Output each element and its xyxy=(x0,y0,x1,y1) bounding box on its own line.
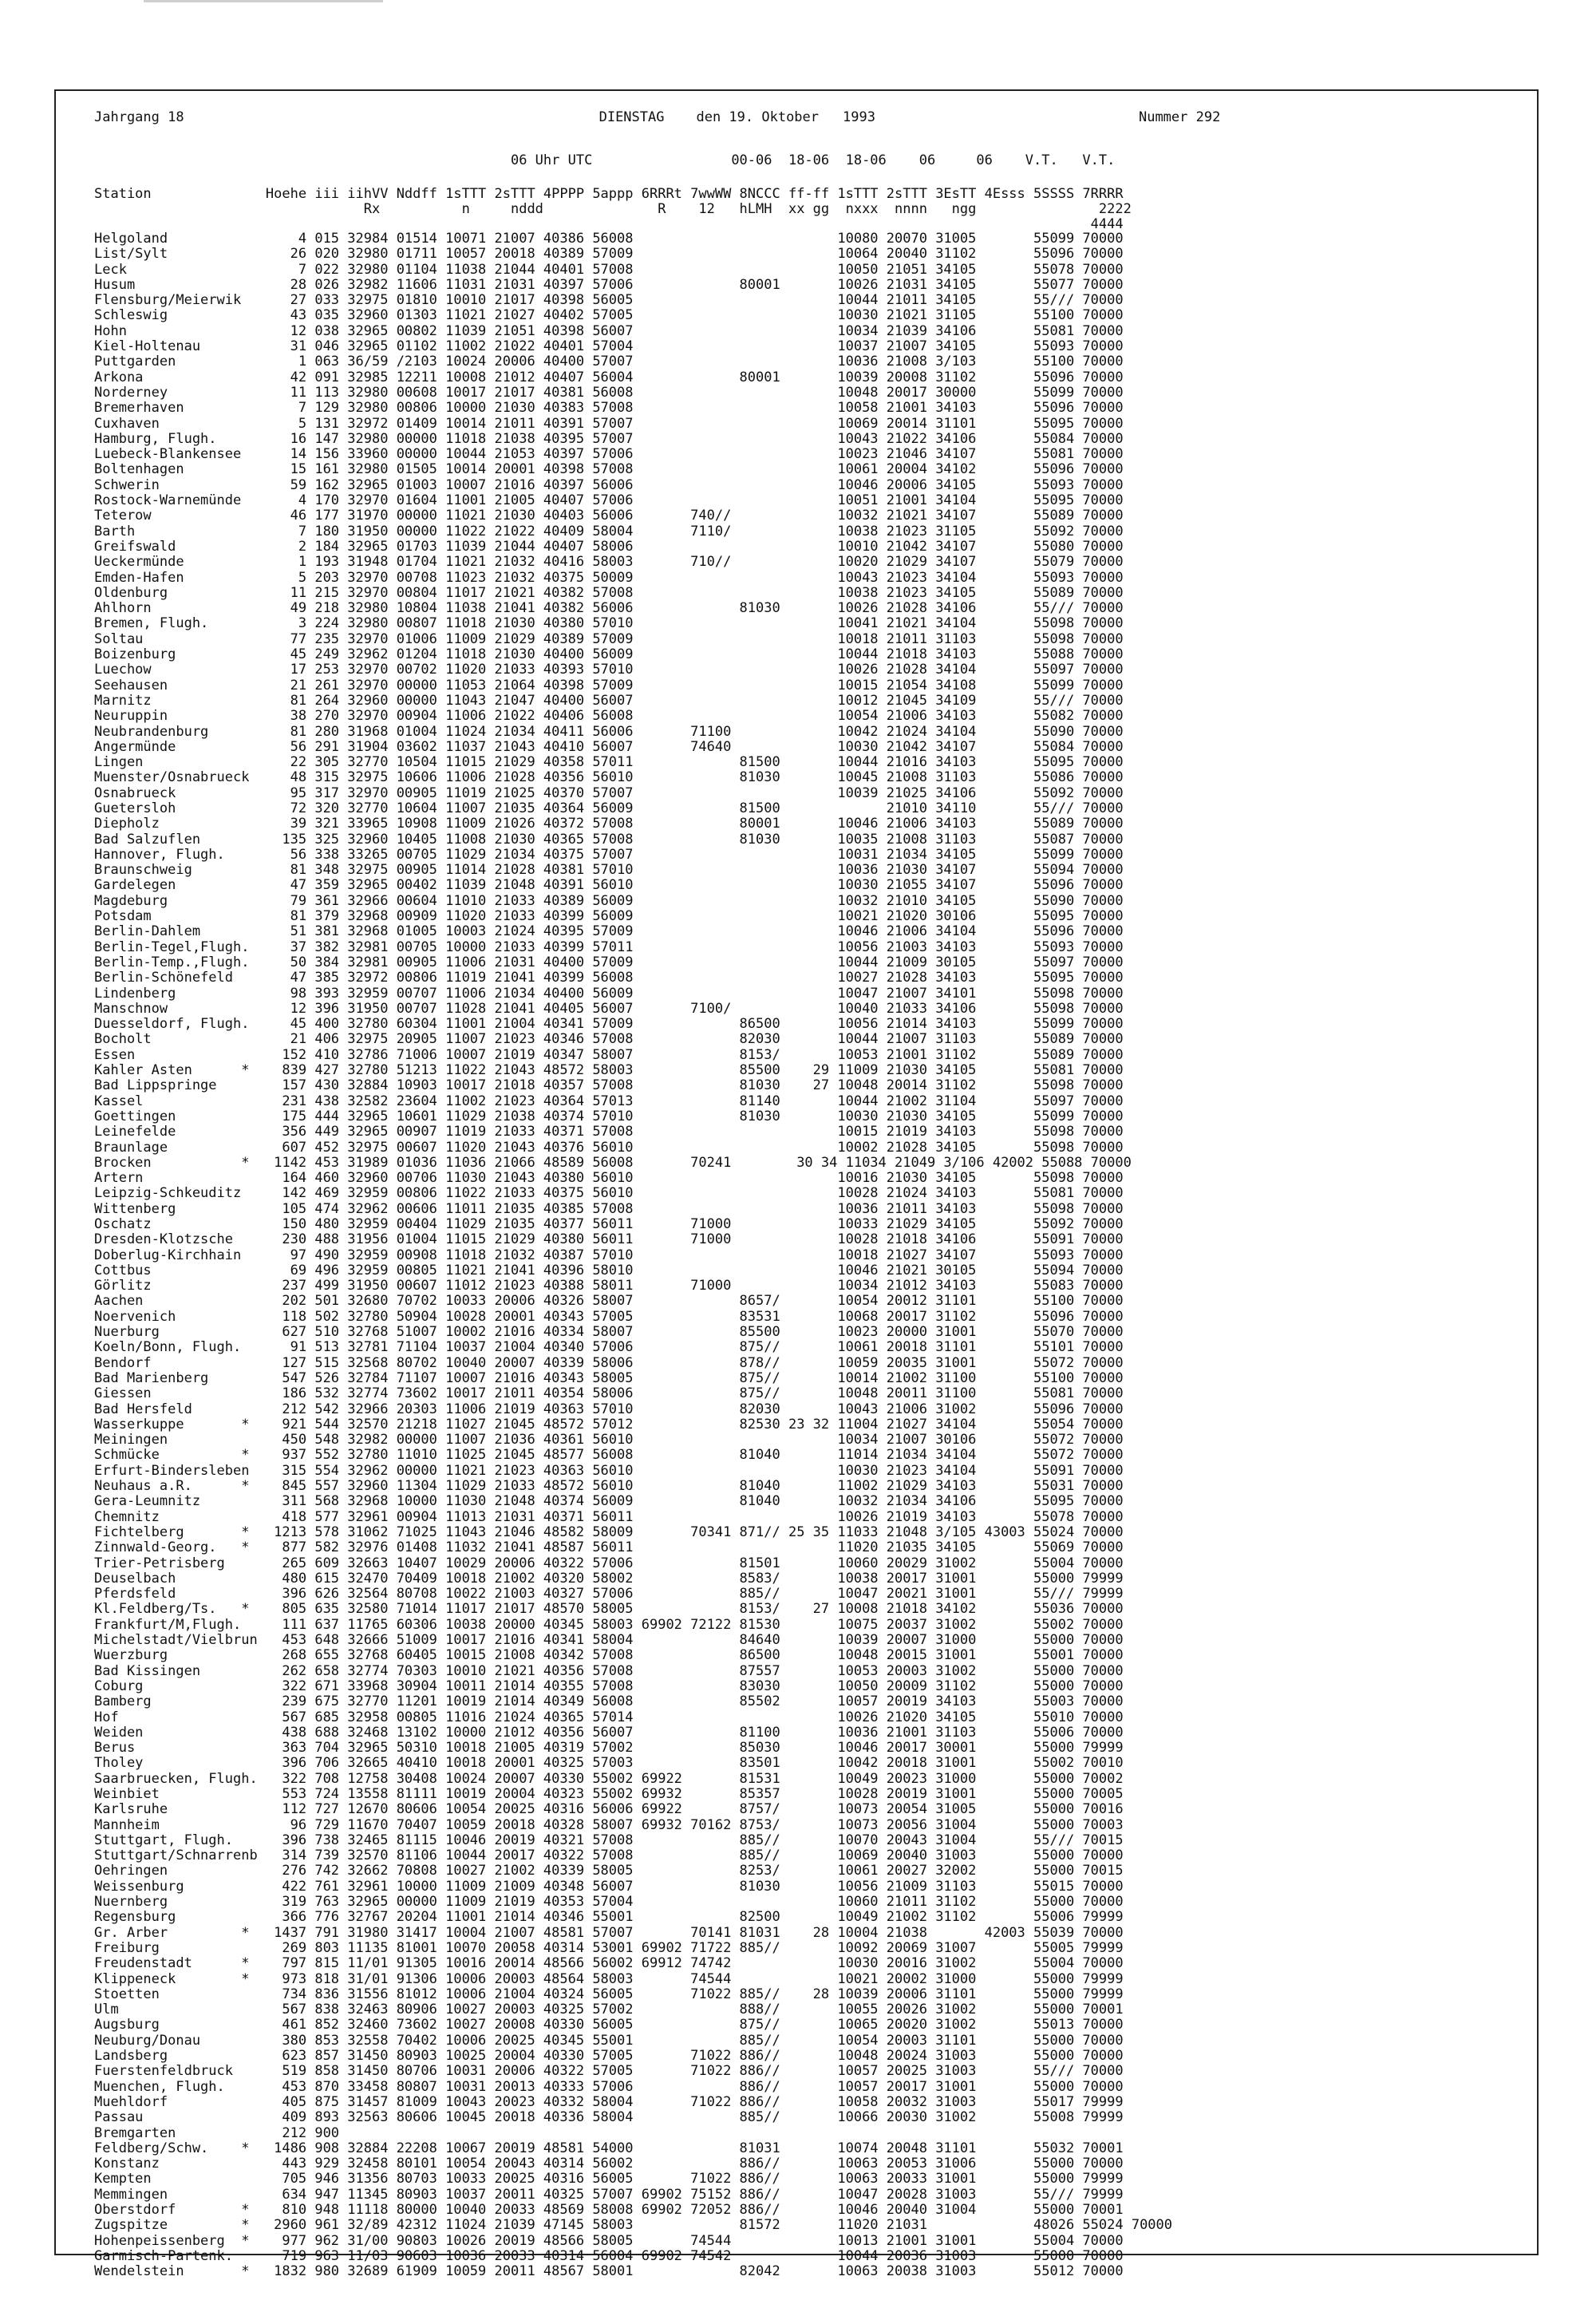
table-row: Norderney 11 113 32980 00608 10017 21017 40381 56008 10048 20017 30000 55099 70000 xyxy=(94,384,1124,401)
table-row: Bendorf 127 515 32568 80702 10040 20007 40339 58006 878// 10059 20035 31001 55072 70000 xyxy=(94,1354,1124,1371)
table-row: Tholey 396 706 32665 40410 10018 20001 40325 57003 83501 10042 20018 31001 55002 70010 xyxy=(94,1755,1124,1772)
column-header: Station Hoehe iii iihVV Nddff 1sTTT 2sTTT 4PPPP 5appp 6RRRt 7wwWW 8NCCC ff-ff 1sTTT 2sTTT 3EsTT 4Esss 5SSSS 7RRRR xyxy=(94,186,1124,202)
table-row: Meiningen 450 548 32982 00000 11007 21036 40361 56010 10034 21007 30106 55072 70000 xyxy=(94,1432,1124,1448)
table-row: Goettingen 175 444 32965 10601 11029 21038 40374 57010 81030 10030 21030 34105 55099 70000 xyxy=(94,1108,1124,1124)
table-row: Freiburg 269 803 11135 81001 10070 20058 40314 53001 69902 71722 885// 10092 20069 31007 55005 79999 xyxy=(94,1939,1124,1956)
table-row: Leipzig-Schkeuditz 142 469 32959 00806 11022 21033 40375 56010 10028 21024 34103 55081 70000 xyxy=(94,1185,1124,1202)
table-row: Dresden-Klotzsche 230 488 31956 01004 11015 21029 40380 56011 71000 10028 21018 34106 55091 70000 xyxy=(94,1231,1124,1248)
table-row: Muehldorf 405 875 31457 81009 10043 20023 40332 58004 71022 886// 10058 20032 31003 55017 79999 xyxy=(94,2093,1124,2110)
station-table xyxy=(94,231,1172,2279)
table-row: Greifswald 2 184 32965 01703 11039 21044 40407 58006 10010 21042 34107 55080 70000 xyxy=(94,538,1124,555)
table-row: Görlitz 237 499 31950 00607 11012 21023 40388 58011 71000 10034 21012 34103 55083 70000 xyxy=(94,1278,1124,1294)
table-row: Wendelstein * 1832 980 32689 61909 10059 20011 48567 58001 82042 10063 20038 31003 55012 70000 xyxy=(94,2263,1124,2280)
table-row: Kl.Feldberg/Ts. * 805 635 32580 71014 11017 21017 48570 58005 8153/ 27 10008 21018 34102 55036 70000 xyxy=(94,1601,1124,1618)
table-row: Erfurt-Bindersleben 315 554 32962 00000 11021 21023 40363 56010 10030 21023 34104 55091 70000 xyxy=(94,1462,1124,1479)
table-row: Aachen 202 501 32680 70702 10033 20006 40326 58007 8657/ 10054 20012 31101 55100 70000 xyxy=(94,1293,1124,1310)
table-row: Augsburg 461 852 32460 73602 10027 20008 40330 56005 875// 10065 20020 31002 55013 70000 xyxy=(94,2017,1124,2033)
table-row: Magdeburg 79 361 32966 00604 11010 21033 40389 56009 10032 21010 34105 55090 70000 xyxy=(94,892,1124,909)
table-row: Neubrandenburg 81 280 31968 01004 11024 21034 40411 56006 71100 10042 21024 34104 55090 70000 xyxy=(94,723,1124,740)
table-row: Feldberg/Schw. * 1486 908 32884 22208 10067 20019 48581 54000 81031 10074 20048 31101 55032 70001 xyxy=(94,2140,1124,2156)
table-row: Hohn 12 038 32965 00802 11039 21051 40398 56007 10034 21039 34106 55081 70000 xyxy=(94,322,1124,339)
table-row: Saarbruecken, Flugh. 322 708 12758 30408 10024 20007 40330 55002 69922 81531 10049 20023 31000 55000 70002 xyxy=(94,1770,1124,1787)
table-row: Luechow 17 253 32970 00702 11020 21033 40393 57010 10026 21028 34104 55097 70000 xyxy=(94,662,1124,678)
table-row: Weiden 438 688 32468 13102 10000 21012 40356 56007 81100 10036 21001 31103 55006 70000 xyxy=(94,1724,1124,1741)
table-row: Neuruppin 38 270 32970 00904 11006 21022 40406 56008 10054 21006 34103 55082 70000 xyxy=(94,708,1124,725)
table-row: Frankfurt/M,Flugh. 111 637 11765 60306 10038 20000 40345 58003 69902 72122 81530 10075 20037 31002 55002 70000 xyxy=(94,1616,1124,1633)
table-row: Muenchen, Flugh. 453 870 33458 80807 10031 20013 40333 57006 886// 10057 20017 31001 55000 70000 xyxy=(94,2078,1124,2095)
table-row: Doberlug-Kirchhain 97 490 32959 00908 11018 21032 40387 57010 10018 21027 34107 55093 70000 xyxy=(94,1247,1124,1263)
table-row: Pferdsfeld 396 626 32564 80708 10022 21003 40327 57006 885// 10047 20021 31001 55/// 79999 xyxy=(94,1586,1124,1603)
table-row: Gr. Arber * 1437 791 31980 31417 10004 21007 48581 57007 70141 81031 28 10004 21038 42003 55039 70000 xyxy=(94,1924,1124,1941)
table-row: Emden-Hafen 5 203 32970 00708 11023 21032 40375 50009 10043 21023 34104 55093 70000 xyxy=(94,569,1124,586)
table-row: Bad Hersfeld 212 542 32966 20303 11006 21019 40363 57010 82030 10043 21006 31002 55096 70000 xyxy=(94,1401,1124,1417)
table-row: Leinefelde 356 449 32965 00907 11019 21033 40371 57008 10015 21019 34103 55098 70000 xyxy=(94,1124,1124,1140)
table-row: Brocken * 1142 453 31989 01036 11036 21066 48589 56008 70241 30 34 11034 21049 3/106 42002 55088 70000 xyxy=(94,1154,1132,1171)
table-row: Marnitz 81 264 32960 00000 11043 21047 40400 56007 10012 21045 34109 55/// 70000 xyxy=(94,692,1124,709)
table-row: Deuselbach 480 615 32470 70409 10018 21002 40320 58002 8583/ 10038 20017 31001 55000 79999 xyxy=(94,1570,1124,1587)
weekday: DIENSTAG xyxy=(598,109,665,125)
table-row: Hamburg, Flugh. 16 147 32980 00000 11018 21038 40395 57007 10043 21022 34106 55084 70000 xyxy=(94,430,1124,447)
table-row: Ulm 567 838 32463 80906 10027 20003 40325 57002 888// 10055 20026 31002 55000 70001 xyxy=(94,2002,1124,2018)
table-row: Stuttgart/Schnarrenb 314 739 32570 81106 10044 20017 40322 57008 885// 10069 20040 31003 55000 70000 xyxy=(94,1848,1124,1864)
table-row: Koeln/Bonn, Flugh. 91 513 32781 71104 10037 21004 40340 57006 875// 10061 20018 31101 55101 70000 xyxy=(94,1339,1124,1356)
table-row: Regensburg 366 776 32767 20204 11001 21014 40346 55001 82500 10049 21002 31102 55006 79999 xyxy=(94,1909,1124,1926)
table-row: Arkona 42 091 32985 12211 10008 21012 40407 56004 80001 10039 20008 31102 55096 70000 xyxy=(94,369,1124,385)
table-row: Konstanz 443 929 32458 80101 10054 20043 40314 56002 886// 10063 20053 31006 55000 70000 xyxy=(94,2156,1124,2172)
table-row: Braunschweig 81 348 32975 00905 11014 21028 40381 57010 10036 21030 34107 55094 70000 xyxy=(94,862,1124,879)
table-row: Zugspitze * 2960 961 32/89 42312 11024 21039 47145 58003 81572 11020 21031 48026 55024 70000 xyxy=(94,2217,1173,2234)
table-row: Wittenberg 105 474 32962 00606 11011 21035 40385 57008 10036 21011 34103 55098 70000 xyxy=(94,1200,1124,1217)
table-row: Potsdam 81 379 32968 00909 11020 21033 40399 56009 10021 21020 30106 55095 70000 xyxy=(94,908,1124,925)
table-row: Schmücke * 937 552 32780 11010 11025 21045 48577 56008 81040 11014 21034 34104 55072 70000 xyxy=(94,1447,1124,1464)
table-row: Hannover, Flugh. 56 338 33265 00705 11029 21034 40375 57007 10031 21034 34105 55099 70000 xyxy=(94,846,1124,863)
table-row: Bad Kissingen 262 658 32774 70303 10010 21021 40356 57008 87557 10053 20003 31002 55000 70000 xyxy=(94,1662,1124,1679)
table-row: Wuerzburg 268 655 32768 60405 10015 21008 40342 57008 86500 10048 20015 31001 55001 70000 xyxy=(94,1647,1124,1664)
table-row: Coburg 322 671 33968 30904 10011 21014 40355 57008 83030 10050 20009 31102 55000 70000 xyxy=(94,1678,1124,1694)
table-row: Gera-Leumnitz 311 568 32968 10000 11030 21048 40374 56009 81040 10032 21034 34106 55095 70000 xyxy=(94,1493,1124,1510)
table-row: Flensburg/Meierwik 27 033 32975 01810 10010 21017 40398 56005 10044 21011 34105 55/// 70000 xyxy=(94,292,1124,309)
table-row: Seehausen 21 261 32970 00000 11053 21064 40398 57009 10015 21054 34108 55099 70000 xyxy=(94,677,1124,694)
table-row: Oldenburg 11 215 32970 00804 11017 21021 40382 57008 10038 21023 34105 55089 70000 xyxy=(94,584,1124,601)
table-row: Weissenburg 422 761 32961 10000 11009 21009 40348 56007 81030 10056 21009 31103 55015 70000 xyxy=(94,1878,1124,1895)
table-row: Berlin-Temp.,Flugh. 50 384 32981 00905 11006 21031 40400 57009 10044 21009 30105 55097 70000 xyxy=(94,954,1124,970)
table-row: Husum 28 026 32982 11606 11031 21031 40397 57006 80001 10026 21031 34105 55077 70000 xyxy=(94,276,1124,293)
table-row: Berlin-Tegel,Flugh. 37 382 32981 00705 10000 21033 40399 57011 10056 21003 34103 55093 70000 xyxy=(94,939,1124,955)
table-row: Helgoland 4 015 32984 01514 10071 21007 40386 56008 10080 20070 31005 55099 70000 xyxy=(94,231,1124,247)
table-row: Artern 164 460 32960 00706 11030 21043 40380 56010 10016 21030 34105 55098 70000 xyxy=(94,1170,1124,1187)
table-row: Diepholz 39 321 33965 10908 11009 21026 40372 57008 80001 10046 21006 34103 55089 70000 xyxy=(94,816,1124,832)
table-row: Schwerin 59 162 32965 01003 10007 21016 40397 56006 10046 20006 34105 55093 70000 xyxy=(94,476,1124,493)
table-row: Rostock-Warnemünde 4 170 32970 01604 11001 21005 40407 57006 10051 21001 34104 55095 70000 xyxy=(94,492,1124,509)
table-row: Oschatz 150 480 32959 00404 11029 21035 40377 56011 71000 10033 21029 34105 55092 70000 xyxy=(94,1216,1124,1232)
weather-report-sheet xyxy=(54,89,1539,2280)
table-row: Bamberg 239 675 32770 11201 10019 21014 40349 56008 85502 10057 20019 34103 55003 70000 xyxy=(94,1693,1124,1710)
table-row: Luebeck-Blankensee 14 156 33960 00000 10044 21053 40397 57006 10023 21046 34107 55081 70000 xyxy=(94,446,1124,463)
year: 1993 xyxy=(843,109,875,125)
table-row: Garmisch-Partenk. 719 963 11/03 90603 10036 20033 40314 56004 69902 74542 10044 20036 31003 55000 70000 xyxy=(94,2247,1124,2264)
table-row: Boizenburg 45 249 32962 01204 11018 21030 40400 56009 10044 21018 34103 55088 70000 xyxy=(94,646,1124,663)
table-row: Giessen 186 532 32774 73602 10017 21011 40354 58006 875// 10048 20011 31100 55081 70000 xyxy=(94,1385,1124,1402)
column-subheader: Rx n nddd R 12 hLMH xx gg nxxx nnnn ngg 2222 xyxy=(94,201,1132,217)
table-row: Stuttgart, Flugh. 396 738 32465 81115 10046 20019 40321 57008 885// 10070 20043 31004 55/// 70015 xyxy=(94,1832,1124,1848)
table-row: Barth 7 180 31950 00000 11022 21022 40409 58004 7110/ 10038 21023 31105 55092 70000 xyxy=(94,523,1124,539)
table-row: Lingen 22 305 32770 10504 11015 21029 40358 57011 81500 10044 21016 34103 55095 70000 xyxy=(94,754,1124,771)
table-row: Bad Marienberg 547 526 32784 71107 10007 21016 40343 58005 875// 10014 21002 31100 55100 70000 xyxy=(94,1369,1124,1386)
table-row: Zinnwald-Georg. * 877 582 32976 01408 11032 21041 48587 56011 11020 21035 34105 55069 70000 xyxy=(94,1539,1124,1556)
table-row: Fuerstenfeldbruck 519 858 31450 80706 10031 20006 40322 57005 71022 886// 10057 20025 31003 55/// 70000 xyxy=(94,2063,1124,2080)
table-row: Nuernberg 319 763 32965 00000 11009 21019 40353 57004 10060 21011 31102 55000 70000 xyxy=(94,1894,1124,1911)
table-row: Bremen, Flugh. 3 224 32980 00807 11018 21030 40380 57010 10041 21021 34104 55098 70000 xyxy=(94,615,1124,632)
table-row: Chemnitz 418 577 32961 00904 11013 21031 40371 56011 10026 21019 34103 55078 70000 xyxy=(94,1508,1124,1525)
table-row: Lindenberg 98 393 32959 00707 11006 21034 40400 56009 10047 21007 34101 55098 70000 xyxy=(94,985,1124,1002)
column-group-header: 06 Uhr UTC 00-06 18-06 18-06 06 06 V.T. V.T. xyxy=(94,152,1116,168)
table-row: Hof 567 685 32958 00805 11016 21024 40365 57014 10026 21020 34105 55010 70000 xyxy=(94,1709,1124,1725)
table-row: Wasserkuppe * 921 544 32570 21218 11027 21045 48572 57012 82530 23 32 11004 21027 34104 55054 70000 xyxy=(94,1416,1124,1433)
column-subheader-extra: 4444 xyxy=(94,216,1124,232)
table-row: Neuhaus a.R. * 845 557 32960 11304 11029 21033 48572 56010 81040 11002 21029 34103 55031 70000 xyxy=(94,1478,1124,1495)
table-row: Hohenpeissenberg * 977 962 31/00 90803 10026 20019 48566 58005 74544 10013 21001 31001 55004 70000 xyxy=(94,2232,1124,2249)
table-row: Muenster/Osnabrueck 48 315 32975 10606 11006 21028 40356 56010 81030 10045 21008 31103 55086 70000 xyxy=(94,769,1124,786)
volume-label: Jahrgang 18 xyxy=(94,109,184,125)
table-row: Cuxhaven 5 131 32972 01409 10014 21011 40391 57007 10069 20014 31101 55095 70000 xyxy=(94,415,1124,432)
table-row: Berus 363 704 32965 50310 10018 21005 40319 57002 85030 10046 20017 30001 55000 79999 xyxy=(94,1740,1124,1757)
table-row: Duesseldorf, Flugh. 45 400 32780 60304 11001 21004 40341 57009 86500 10056 21014 34103 55099 70000 xyxy=(94,1016,1124,1033)
table-row: Teterow 46 177 31970 00000 11021 21030 40403 56006 740// 10032 21021 34107 55089 70000 xyxy=(94,508,1124,524)
table-row: Bad Salzuflen 135 325 32960 10405 11008 21030 40365 57008 81030 10035 21008 31103 55087 70000 xyxy=(94,831,1124,848)
table-row: Fichtelberg * 1213 578 31062 71025 11043 21046 48582 58009 70341 871// 25 35 11033 21048 3/105 43003 55024 70000 xyxy=(94,1523,1124,1540)
table-row: Leck 7 022 32980 01104 11038 21044 40401 57008 10050 21051 34105 55078 70000 xyxy=(94,261,1124,278)
table-row: Gardelegen 47 359 32965 00402 11039 21048 40391 56010 10030 21055 34107 55096 70000 xyxy=(94,877,1124,894)
table-row: Passau 409 893 32563 80606 10045 20018 40336 58004 885// 10066 20030 31002 55008 79999 xyxy=(94,2109,1124,2126)
table-row: Karlsruhe 112 727 12670 80606 10054 20025 40316 56006 69922 8757/ 10073 20054 31005 55000 70016 xyxy=(94,1801,1124,1818)
table-row: Boltenhagen 15 161 32980 01505 10014 20001 40398 57008 10061 20004 34102 55096 70000 xyxy=(94,461,1124,478)
table-row: List/Sylt 26 020 32980 01711 10057 20018 40389 57009 10064 20040 31102 55096 70000 xyxy=(94,246,1124,263)
table-row: Braunlage 607 452 32975 00607 11020 21043 40376 56010 10002 21028 34105 55098 70000 xyxy=(94,1139,1124,1156)
table-row: Berlin-Dahlem 51 381 32968 01005 10003 21024 40395 57009 10046 21006 34104 55096 70000 xyxy=(94,923,1124,940)
table-row: Kiel-Holtenau 31 046 32965 01102 11002 21022 40401 57004 10037 21007 34105 55093 70000 xyxy=(94,338,1124,355)
table-row: Stoetten 734 836 31556 81012 10006 21004 40324 56005 71022 885// 28 10039 20006 31101 55000 79999 xyxy=(94,1986,1124,2002)
table-row: Landsberg 623 857 31450 80903 10025 20004 40330 57005 71022 886// 10048 20024 31003 55000 70000 xyxy=(94,2048,1124,2065)
issue-number: Nummer 292 xyxy=(1138,109,1221,125)
table-row: Bremgarten 212 900 xyxy=(94,2124,340,2141)
table-row: Freudenstadt * 797 815 11/01 91305 10016 20014 48566 56002 69912 74742 10030 20016 31002 55004 70000 xyxy=(94,1955,1124,1972)
table-row: Noervenich 118 502 32780 50904 10028 20001 40343 57005 83531 10068 20017 31102 55096 70000 xyxy=(94,1308,1124,1325)
table-row: Cottbus 69 496 32959 00805 11021 21041 40396 58010 10046 21021 30105 55094 70000 xyxy=(94,1262,1124,1278)
table-row: Kahler Asten * 839 427 32780 51213 11022 21043 48572 58003 85500 29 11009 21030 34105 55081 70000 xyxy=(94,1062,1124,1079)
table-row: Kassel 231 438 32582 23604 11002 21023 40364 57013 81140 10044 21002 31104 55097 70000 xyxy=(94,1093,1124,1109)
table-row: Soltau 77 235 32970 01006 11009 21029 40389 57009 10018 21011 31103 55098 70000 xyxy=(94,630,1124,647)
table-row: Bremerhaven 7 129 32980 00806 10000 21030 40383 57008 10058 21001 34103 55096 70000 xyxy=(94,400,1124,417)
table-row: Ahlhorn 49 218 32980 10804 11038 21041 40382 56006 81030 10026 21028 34106 55/// 70000 xyxy=(94,600,1124,617)
table-row: Ueckermünde 1 193 31948 01704 11021 21032 40416 58003 710// 10020 21029 34107 55079 70000 xyxy=(94,554,1124,571)
table-row: Bocholt 21 406 32975 20905 11007 21023 40346 57008 82030 10044 21007 31103 55089 70000 xyxy=(94,1031,1124,1048)
table-row: Schleswig 43 035 32960 01303 11021 21027 40402 57005 10030 21021 31105 55100 70000 xyxy=(94,307,1124,324)
table-row: Angermünde 56 291 31904 03602 11037 21043 40410 56007 74640 10030 21042 34107 55084 70000 xyxy=(94,738,1124,755)
table-row: Berlin-Schönefeld 47 385 32972 00806 11019 21041 40399 56008 10027 21028 34103 55095 70000 xyxy=(94,970,1124,986)
table-row: Osnabrueck 95 317 32970 00905 11019 21025 40370 57007 10039 21025 34106 55092 70000 xyxy=(94,784,1124,801)
table-row: Kempten 705 946 31356 80703 10033 20025 40316 56005 71022 886// 10063 20033 31001 55000 79999 xyxy=(94,2171,1124,2187)
table-row: Nuerburg 627 510 32768 51007 10002 21016 40334 58007 85500 10023 20000 31001 55070 70000 xyxy=(94,1324,1124,1341)
table-row: Klippeneck * 973 818 31/01 91306 10006 20003 48564 58003 74544 10021 20002 31000 55000 79999 xyxy=(94,1970,1124,1987)
table-row: Bad Lippspringe 157 430 32884 10903 10017 21018 40357 57008 81030 27 10048 20014 31102 55098 70000 xyxy=(94,1077,1124,1094)
table-row: Puttgarden 1 063 36/59 /2103 10024 20006 40400 57007 10036 21008 3/103 55100 70000 xyxy=(94,354,1124,370)
date: den 19. Oktober xyxy=(696,109,820,125)
table-row: Michelstadt/Vielbrun 453 648 32666 51009 10017 21016 40341 58004 84640 10039 20007 31000 55000 70000 xyxy=(94,1632,1124,1649)
table-row: Manschnow 12 396 31950 00707 11028 21041 40405 56007 7100/ 10040 21033 34106 55098 70000 xyxy=(94,1000,1124,1017)
table-row: Neuburg/Donau 380 853 32558 70402 10006 20025 40345 55001 885// 10054 20003 31101 55000 70000 xyxy=(94,2032,1124,2049)
table-row: Oehringen 276 742 32662 70808 10027 21002 40339 58005 8253/ 10061 20027 32002 55000 70015 xyxy=(94,1863,1124,1879)
table-row: Memmingen 634 947 11345 80903 10037 20011 40325 57007 69902 75152 886// 10047 20028 31003 55/// 79999 xyxy=(94,2186,1124,2203)
table-row: Trier-Petrisberg 265 609 32663 10407 10029 20006 40322 57006 81501 10060 20029 31002 55004 70000 xyxy=(94,1555,1124,1571)
table-row: Guetersloh 72 320 32770 10604 11007 21035 40364 56009 81500 21010 34110 55/// 70000 xyxy=(94,800,1124,816)
table-row: Oberstdorf * 810 948 11118 80000 10040 20033 48569 58008 69902 72052 886// 10046 20040 31004 55000 70001 xyxy=(94,2202,1124,2218)
table-row: Mannheim 96 729 11670 70407 10059 20018 40328 58007 69932 70162 8753/ 10073 20056 31004 55000 70003 xyxy=(94,1816,1124,1833)
table-row: Essen 152 410 32786 71006 10007 21019 40347 58007 8153/ 10053 21001 31102 55089 70000 xyxy=(94,1046,1124,1063)
scan-artifact-line xyxy=(144,0,383,2)
table-row: Weinbiet 553 724 13558 81111 10019 20004 40323 55002 69932 85357 10028 20019 31001 55000 70005 xyxy=(94,1785,1124,1802)
report-header xyxy=(94,110,1220,125)
